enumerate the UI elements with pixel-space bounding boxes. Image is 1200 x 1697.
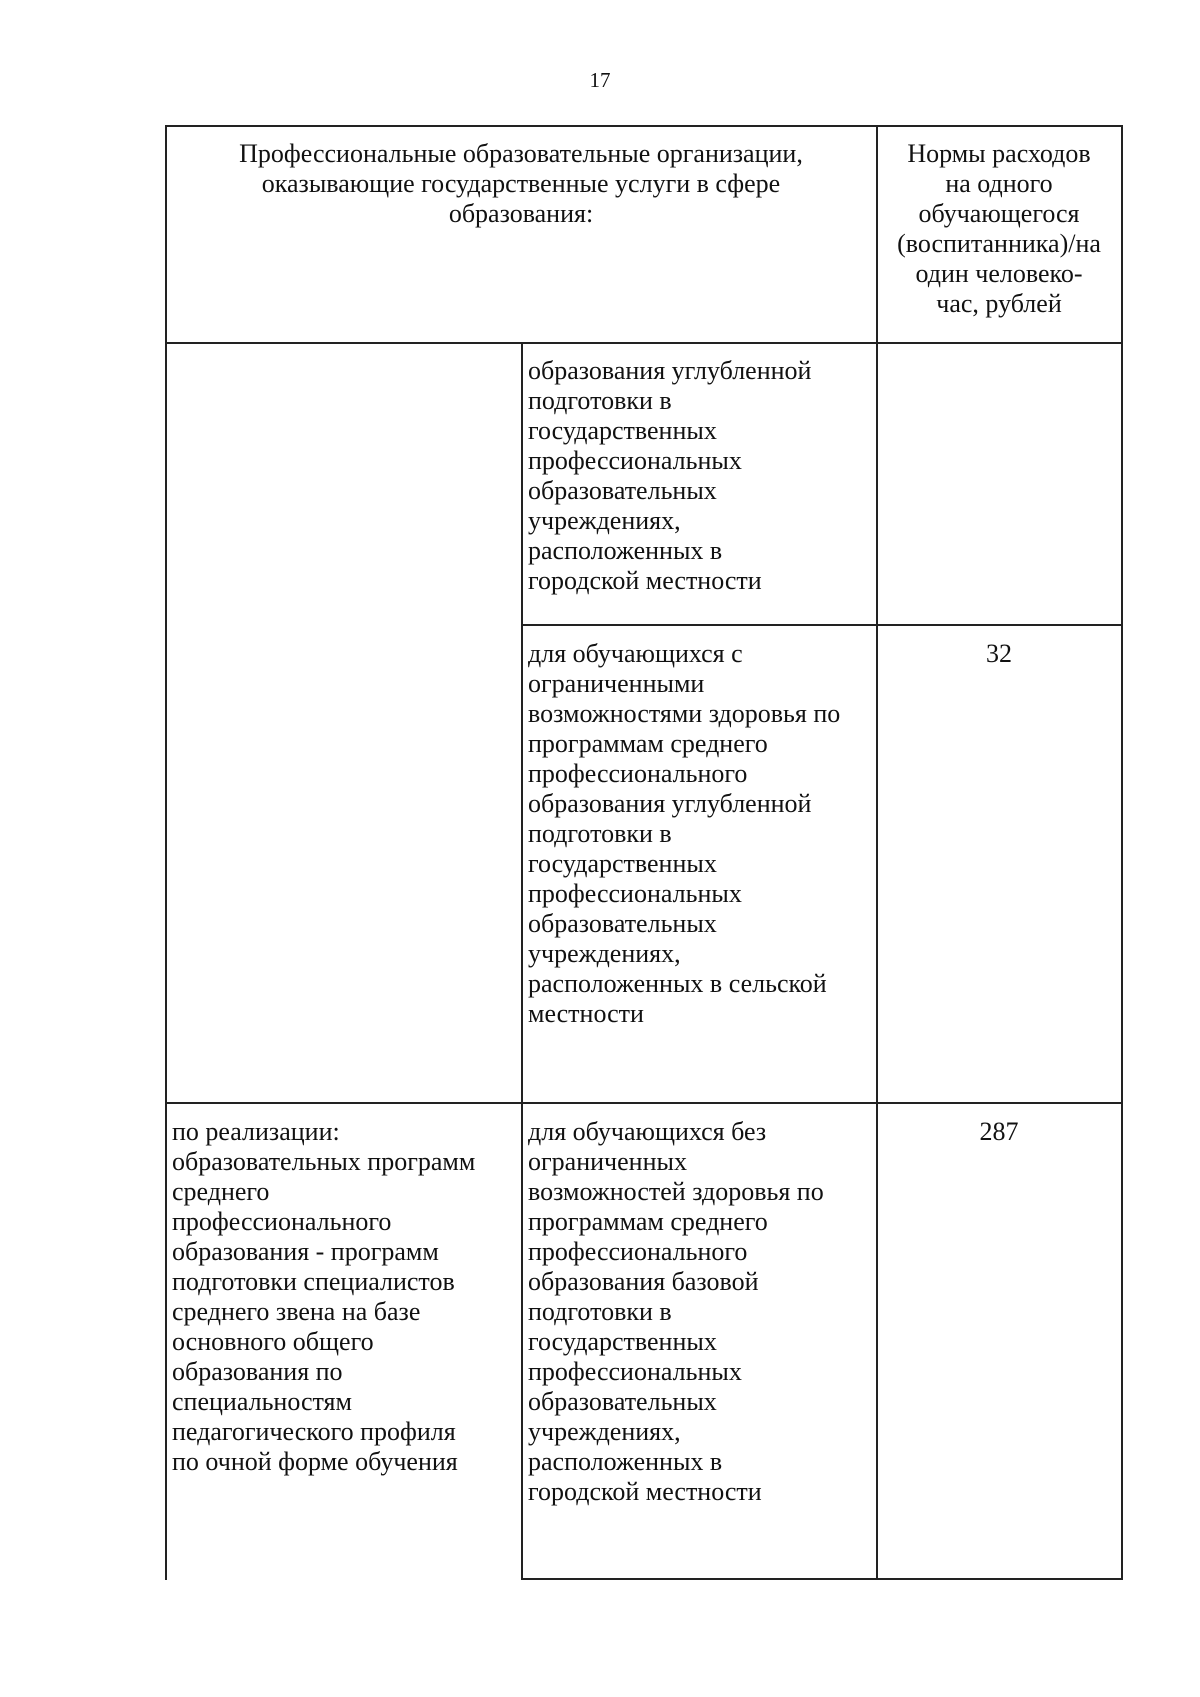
column-divider-3 xyxy=(876,125,878,1580)
column-divider-2 xyxy=(521,342,523,1580)
header-norms: Нормы расходов на одного обучающегося (воспитанника)/на один человеко- час, рублей xyxy=(897,139,1101,318)
table-border-top xyxy=(165,125,1123,127)
row3-program-description: для обучающихся без ограниченных возможностей здоровья по программам среднего профессионального образования базовой подготовки в государственных профессиональных образовательных учреждениях, расположенных в городской местности xyxy=(528,1117,824,1506)
table-border-left xyxy=(165,125,167,1580)
row-divider xyxy=(521,624,1123,626)
row2-program-description: для обучающихся с ограниченными возможностями здоровья по программам среднего профессионального образования углубленной подготовки в государственных профессиональных образовательных учреждениях, расположенных в сельской местности xyxy=(528,639,841,1028)
row3-activity-description: по реализации: образовательных программ среднего профессионального образования - программ подготовки специалистов среднего звена на базе основного общего образования по специальностям педагогического профиля по очной форме обучения xyxy=(172,1117,476,1476)
table-border-right xyxy=(1121,125,1123,1580)
row3-norm-value: 287 xyxy=(979,1117,1019,1146)
row2-norm-value: 32 xyxy=(986,639,1012,668)
row-divider-bottom xyxy=(521,1578,1123,1580)
header-organizations: Профессиональные образовательные организации, оказывающие государственные услуги в сфере образования: xyxy=(239,139,803,228)
row-divider xyxy=(165,1102,1123,1104)
page-number: 17 xyxy=(589,68,611,92)
header-divider xyxy=(165,342,1123,344)
row1-program-description: образования углубленной подготовки в государственных профессиональных образовательных учреждениях, расположенных в городской местности xyxy=(528,356,812,595)
